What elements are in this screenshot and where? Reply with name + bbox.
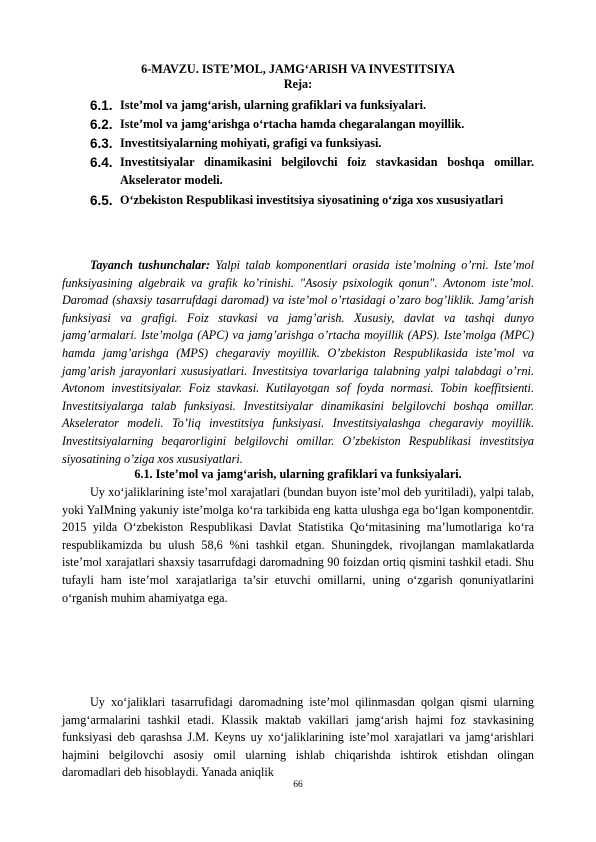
body-paragraph [62,694,534,782]
section-heading: 6.1. Iste’mol va jamg‘arish, ularning grafiklari va funksiyalari. [134,467,462,481]
plan-item-text: Iste’mol va jamg‘arishga o‘rtacha hamda chegaralangan moyillik. [120,117,465,131]
plan-item-text: Investitsiyalar dinamikasini belgilovchi foiz stavkasidan boshqa omillar. Akselerator modeli. [120,155,534,187]
plan-label: Reja: [283,77,313,91]
plan-item-number: 6.5. [90,193,113,208]
body-paragraph [62,484,534,607]
plan-item-number: 6.1. [90,98,113,113]
plan-item [90,97,534,115]
plan-item-text: Iste’mol va jamg‘arish, ularning grafiklari va funksiyalari. [120,98,427,112]
plan-item-number: 6.2. [90,117,113,132]
key-concepts-paragraph [62,257,534,468]
plan-item [90,192,534,210]
plan-item-text: Investitsiyalarning mohiyati, grafigi va funksiyasi. [120,136,382,150]
plan-item [90,135,534,153]
plan-item [90,116,534,134]
plan-item-number: 6.4. [90,155,113,170]
page-number: 66 [293,780,303,790]
plan-item-text: O‘zbekiston Respublikasi investitsiya siyosatining o‘ziga xos xususiyatlari [120,193,504,207]
key-concepts-label: Tayanch tushunchalar: [90,258,211,272]
key-concepts-text: Yalpi talab komponentlari orasida iste’molning o’rni. Iste’mol funksiyasining algebraik va grafik ko’rinishi. "Asosiy psixologik qonun". Avtonom iste’mol. Daromad (shaxsiy tasarrufdagi daromad) va iste’mol o’rtasidagi o’zaro bog’liklik. Jamg’arish funksiyasi va grafigi. Foiz stavkasi va jamg’arish. Xususiy, davlat va tashqi dunyo jamg’armalari. Iste’molga (APC) va jamg’arishga o’rtacha moyillik (APS). Iste’molga (MPC) hamda jamg’arishga (MPS) chegaraviy moyillik. O’zbekiston Respublikasida iste’mol va jamg’arish jarayonlari xususiyatlari. Investitsiya tovarlariga talabning yalpi talabdagi o’rni. Avtonom investitsiyalar. Foiz stavkasi. Kutilayotgan sof foyda normasi. Tobin koeffitsienti. Investitsiyalarga talab funksiyasi. Investitsiyalar dinamikasini belgilovchi boshqa omillar. Akselerator modeli. To’liq investitsiya funksiyasi. Investitsiyalashga chegaraviy moyillik. Investitsiyalarning beqarorligini belgilovchi omillar. O’zbekiston Respublikasi investitsiya siyosatining o’ziga xos xususiyatlari. [62,258,534,466]
plan-item [90,154,534,189]
body-paragraph-text: Uy xo‘jaliklari tasarrufidagi daromadning iste’mol qilinmasdan qolgan qismi ularning jamg‘armalarini tashkil etadi. Klassik maktab vakillari jamg‘arish hajmi foz stavkasining funksiyasi deb qarashsa J.M. Keyns uy xo‘jaliklarining iste’mol xarajatlari va jamg‘arishlari hajmini belgilovchi asosiy omil ularning ishlab chiqarishda ishtirok etishdan olingan daromadlari deb hisoblaydi. Yanada aniqlik [62,695,534,780]
plan-item-number: 6.3. [90,136,113,151]
page-title: 6-MAVZU. ISTE’MOL, JAMG‘ARISH VA INVESTITSIYA [141,62,455,76]
body-paragraph-text: Uy xo‘jaliklarining iste’mol xarajatlari (bundan buyon iste’mol deb yuritiladi), yalpi talab, yoki YaIMning yakuniy iste’molga ko‘ra tarkibida eng katta ulushga ega bo‘lgan komponentdir. 2015 yilda O‘zbekiston Respublikasi Davlat Statistika Qo‘mitasining ma’lumotlariga ko‘ra respublikamizda bu ulush 58,6 %ni tashkil etgan. Shuningdek, rivojlangan mamlakatlarda iste’mol xarajatlari shaxsiy tasarrufdagi daromadning 90 foizdan ortiq qismini tashkil etadi. Shu tufayli ham iste’mol xarajatlariga ta’sir etuvchi omillarni, uning o‘zgarish qonuniyatlarini o‘rganish muhim ahamiyatga ega. [62,485,534,605]
